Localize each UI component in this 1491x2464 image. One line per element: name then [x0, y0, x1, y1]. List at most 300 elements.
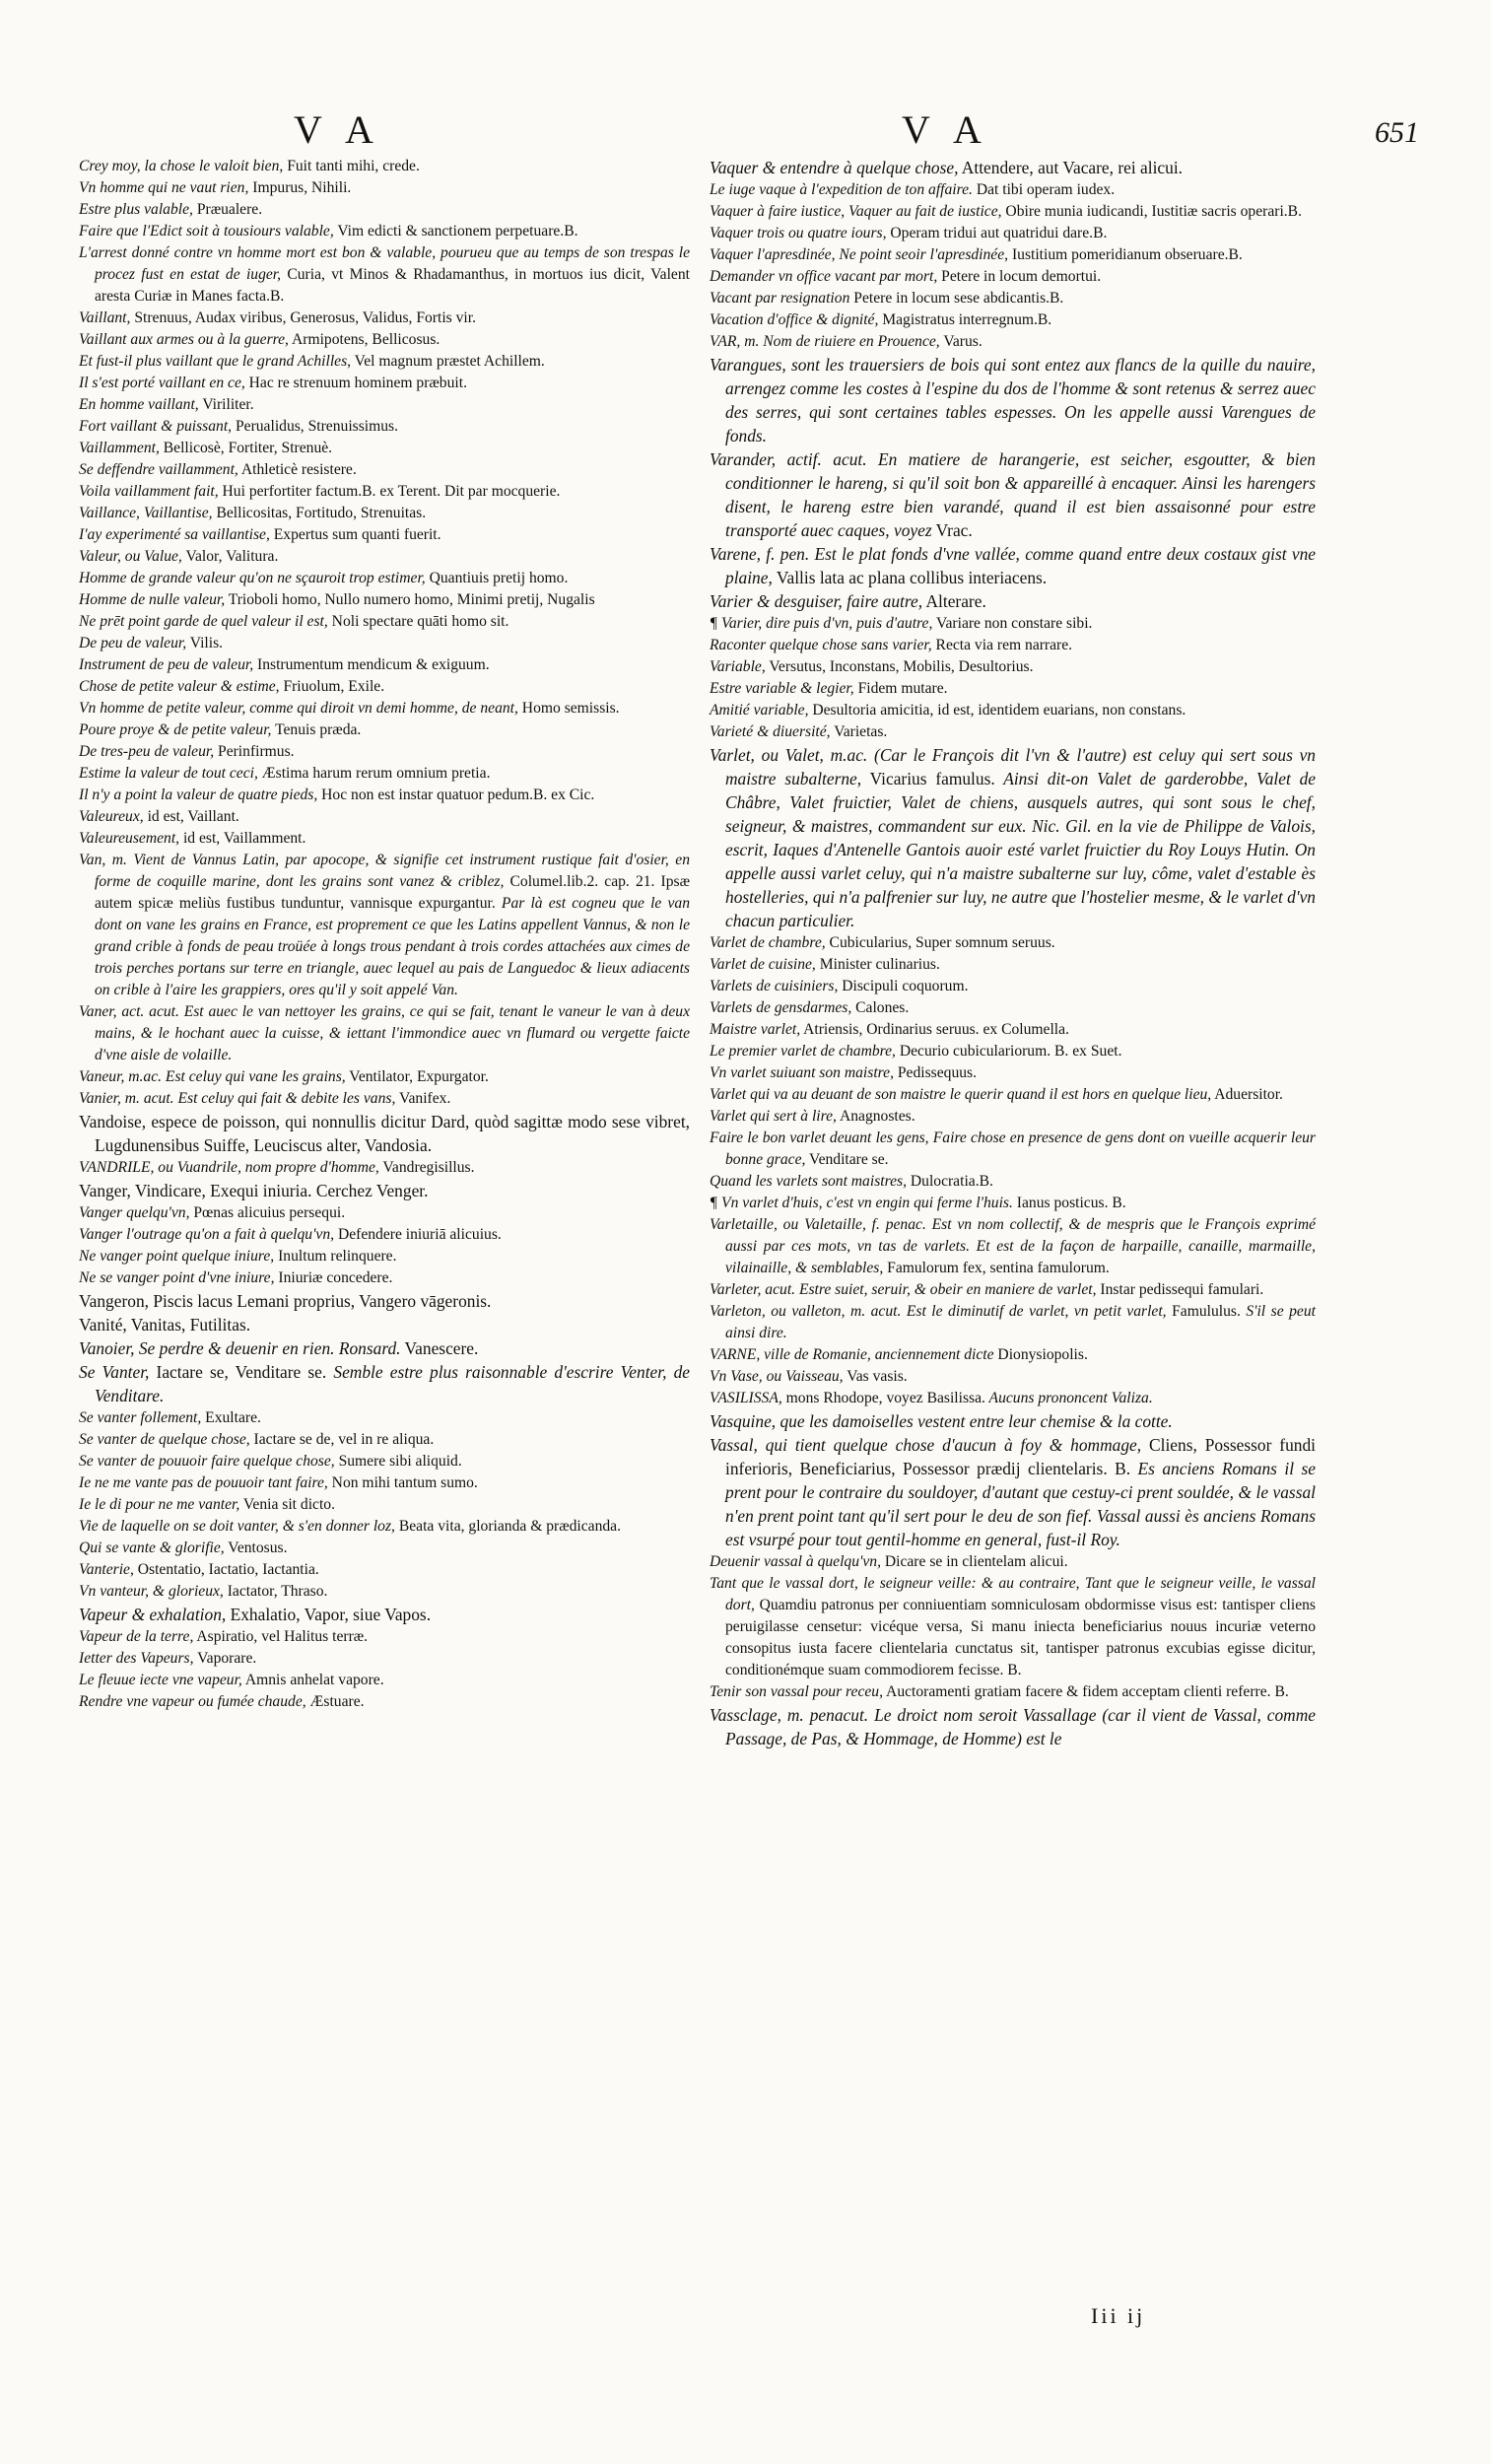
entry-french: Vaneur, m.ac. Est celuy qui vane les grains, [79, 1068, 346, 1085]
entry-latin: Hui perfortiter factum.B. ex Terent. Dit par mocquerie. [218, 483, 561, 500]
entry-latin: Famululus. [1166, 1303, 1241, 1320]
dictionary-entry [710, 1681, 1316, 1703]
dictionary-entry [79, 741, 690, 763]
entry-french: VARNE, ville de Romanie, anciennement dicte [710, 1346, 994, 1363]
dictionary-entry [79, 1516, 690, 1538]
entry-french: Deuenir vassal à quelqu'vn, [710, 1553, 881, 1570]
dictionary-entry [710, 331, 1316, 353]
entry-latin: Æstima harum rerum omnium pretia. [257, 765, 491, 782]
entry-latin: Valor, Valitura. [181, 548, 279, 565]
entry-french: Varleton, ou valleton, m. acut. Est le diminutif de varlet, vn petit varlet, [710, 1303, 1167, 1320]
dictionary-entry [79, 459, 690, 481]
entry-latin: Amnis anhelat vapore. [241, 1672, 384, 1688]
dictionary-entry [710, 223, 1316, 244]
entry-french: Qui se vante & glorifie, [79, 1540, 225, 1556]
entry-french: Vaillamment, [79, 440, 160, 456]
entry-french: Tenir son vassal pour receu, [710, 1683, 884, 1700]
entry-latin: Hac re strenuum hominem præbuit. [244, 375, 467, 391]
dictionary-entry [79, 1110, 690, 1157]
entry-french: Valeur, ou Value, [79, 548, 182, 565]
entry-latin: Vas vasis. [843, 1368, 908, 1385]
entry-french: ¶ Varier, dire puis d'vn, puis d'autre, [710, 615, 933, 632]
entry-latin: Vandoise, espece de poisson, qui nonnullis dicitur Dard, quòd sagittæ modo sese vibret, Lugdunensibus Suiffe, Leuciscus alter, Vandosia. [79, 1112, 690, 1155]
dictionary-entry [79, 1289, 690, 1313]
entry-french: Se vanter follement, [79, 1409, 202, 1426]
entry-french: Estre plus valable, [79, 201, 193, 218]
entry-french: Varene, f. pen. Est le plat fonds d'vne vallée, comme quand entre deux costaux gist vne plaine, [710, 544, 1316, 587]
entry-french: Et fust-il plus vaillant que le grand Achilles, [79, 353, 352, 370]
entry-french: Faire le bon varlet deuant les gens, Faire chose en presence de gens dont on vueille acquerir leur bonne grace, [710, 1129, 1316, 1168]
dictionary-entry [710, 976, 1316, 997]
left-column [79, 156, 690, 1713]
dictionary-entry [710, 700, 1316, 721]
dictionary-entry [79, 1066, 690, 1088]
dictionary-entry [710, 201, 1316, 223]
entry-latin: Quamdiu patronus per conniuentiam somniculosam obdormisse visus est: tantisper cliens peruigilasse censetur: vicéque versa, Si manu iniecta beneficiarius nouus incuriæ veterno consopitus iusta facere clientelaria cunctatus sit, tantisper patronus excubias egisse dicitur, conditionémque suam commodiorem fecisse. B. [725, 1597, 1316, 1678]
dictionary-entry [710, 542, 1316, 589]
dictionary-entry [79, 438, 690, 459]
dictionary-entry [710, 244, 1316, 266]
entry-french: Ietter des Vapeurs, [79, 1650, 194, 1667]
dictionary-entry [710, 1128, 1316, 1171]
dictionary-entry [79, 1559, 690, 1581]
entry-latin: Discipuli coquorum. [838, 978, 969, 994]
dictionary-entry [710, 1171, 1316, 1193]
entry-french: Varlet qui va au deuant de son maistre le querir quand il est hors en quelque lieu, [710, 1086, 1212, 1103]
entry-note: Aucuns prononcent Valiza. [984, 1390, 1153, 1406]
entry-french: Vapeur de la terre, [79, 1628, 194, 1645]
entry-latin: Petere in locum sese abdicantis.B. [849, 290, 1064, 307]
dictionary-entry [79, 1581, 690, 1603]
entry-french: Se vanter de pouuoir faire quelque chose, [79, 1453, 335, 1470]
entry-latin: Vilis. [186, 635, 224, 651]
entry-french: Vn vanteur, & glorieux, [79, 1583, 224, 1600]
entry-latin: Venia sit dicto. [239, 1496, 335, 1513]
dictionary-entry [79, 1179, 690, 1202]
entry-latin: Recta via rem narrare. [931, 637, 1073, 653]
dictionary-entry [79, 546, 690, 568]
entry-french: Vassclage, m. penacut. Le droict nom seroit Vassallage (car il vient de Vassal, comme Passage, de Pas, & Hommage, de Homme) est le [710, 1705, 1316, 1748]
entry-latin: Dicare se in clientelam alicui. [880, 1553, 1068, 1570]
entry-french: Valeureusement, [79, 830, 180, 847]
dictionary-entry [79, 199, 690, 221]
dictionary-entry [79, 589, 690, 611]
dictionary-entry [710, 1041, 1316, 1062]
entry-latin: Bellicosè, Fortiter, Strenuè. [159, 440, 333, 456]
dictionary-entry [79, 1603, 690, 1626]
dictionary-entry [710, 1062, 1316, 1084]
entry-french: Ne se vanger point d'vne iniure, [79, 1269, 275, 1286]
entry-french: Valeureux, [79, 808, 144, 825]
entry-french: Faire que l'Edict soit à tousiours valable, [79, 223, 334, 240]
dictionary-entry [710, 1388, 1316, 1409]
dictionary-entry [79, 763, 690, 785]
entry-latin: Calones. [851, 999, 910, 1016]
entry-french: Vaner, act. acut. Est auec le van nettoyer les grains, ce qui se fait, tenant le vaneur le van à deux mains, & le hochant auec la cuisse, & iettant l'immondice auec vn flumard ou vergette faicte d'vne aisle de volaille. [79, 1003, 690, 1063]
entry-latin: Cliens, Possessor fundi inferioris, Beneficiarius, Possessor prædij clientelaris. B. [725, 1435, 1316, 1478]
entry-latin: Vrac. [931, 520, 973, 540]
dictionary-entry [710, 179, 1316, 201]
dictionary-entry [79, 828, 690, 850]
entry-latin: Pedissequus. [893, 1064, 978, 1081]
entry-latin: Petere in locum demortui. [937, 268, 1102, 285]
entry-french: Vaillant aux armes ou à la guerre, [79, 331, 289, 348]
dictionary-entry [79, 177, 690, 199]
entry-latin: Armipotens, Bellicosus. [288, 331, 441, 348]
dictionary-entry [79, 221, 690, 242]
right-column [710, 156, 1316, 1750]
entry-latin: Columel.lib.2. cap. 21. Ipsæ autem spicæ meliùs fustibus tunduntur, vannisque expurgantur. [95, 873, 691, 912]
entry-french: Estre variable & legier, [710, 680, 854, 697]
dictionary-entry [710, 997, 1316, 1019]
dictionary-entry [710, 1193, 1316, 1214]
entry-french: Varlet qui sert à lire, [710, 1108, 837, 1125]
entry-note: Es anciens Romans il se prent pour le contraire du souldoyer, d'autant que cestuy-ci prent souldée, & le vassal n'en prent point tant qu'il sert pour le deu de son fief. Vassal aussi ès anciens Romans est vsurpé pour tout gentil-homme en general, fust-il Roy. [725, 1459, 1316, 1549]
dictionary-entry [710, 1344, 1316, 1366]
dictionary-entry [79, 351, 690, 373]
dictionary-entry [79, 1157, 690, 1179]
dictionary-entry [79, 1267, 690, 1289]
entry-french: Rendre vne vapeur ou fumée chaude, [79, 1693, 306, 1710]
entry-latin: Venditare se. [805, 1151, 889, 1168]
entry-latin: Varietas. [830, 723, 888, 740]
entry-french: Varander, actif. acut. En matiere de harangerie, est seicher, esgoutter, & bien conditionner le hareng, si qu'il soit bon & appareillé à encaquer. Ainsi les harengers disent, le hareng estre bien varandé, quand il est bien assaisonné pour estre transporté auec caques, voyez [710, 449, 1316, 540]
entry-french: Vie de laquelle on se doit vanter, & s'en donner loz, [79, 1518, 395, 1535]
entry-latin: Vel magnum præstet Achillem. [351, 353, 545, 370]
entry-french: Fort vaillant & puissant, [79, 418, 233, 435]
entry-latin: Trioboli homo, Nullo numero homo, Minimi pretij, Nugalis [225, 591, 595, 608]
entry-latin: Perinfirmus. [214, 743, 295, 760]
entry-latin: Obire munia iudicandi, Iustitiæ sacris operari.B. [1001, 203, 1302, 220]
entry-french: Amitié variable, [710, 702, 809, 719]
dictionary-entry [79, 568, 690, 589]
entry-latin: Vandregisillus. [378, 1159, 475, 1176]
running-head-left: V A [294, 107, 381, 152]
entry-latin: Aduersitor. [1211, 1086, 1283, 1103]
dictionary-entry [79, 850, 690, 1001]
entry-french: Ne prēt point garde de quel valeur il est, [79, 613, 328, 630]
entry-latin: Variare non constare sibi. [932, 615, 1093, 632]
entry-latin: Strenuus, Audax viribus, Generosus, Validus, Fortis vir. [130, 309, 476, 326]
entry-latin: Vanité, Vanitas, Futilitas. [79, 1315, 251, 1335]
entry-latin: Versutus, Inconstans, Mobilis, Desultorius. [765, 658, 1034, 675]
entry-latin: Aspiratio, vel Halitus terræ. [193, 1628, 369, 1645]
entry-french: Vn varlet suiuant son maistre, [710, 1064, 894, 1081]
entry-latin: Atriensis, Ordinarius seruus. ex Columella. [800, 1021, 1069, 1038]
entry-french: Vaquer à faire iustice, Vaquer au fait de iustice, [710, 203, 1002, 220]
entry-latin: Famulorum fex, sentina famulorum. [883, 1260, 1110, 1276]
dictionary-entry [710, 743, 1316, 932]
dictionary-entry [79, 1648, 690, 1670]
dictionary-entry [79, 308, 690, 329]
entry-french: Se vanter de quelque chose, [79, 1431, 250, 1448]
entry-latin: Tenuis præda. [271, 721, 362, 738]
dictionary-entry [710, 156, 1316, 179]
entry-latin: Instar pedissequi famulari. [1096, 1281, 1264, 1298]
entry-french: Homme de grande valeur qu'on ne sçauroit trop estimer, [79, 570, 426, 586]
dictionary-entry [79, 1691, 690, 1713]
entry-french: Le fleuue iecte vne vapeur, [79, 1672, 242, 1688]
entry-french: Se deffendre vaillamment, [79, 461, 238, 478]
entry-latin: Fuit tanti mihi, crede. [283, 158, 420, 174]
dictionary-entry [79, 416, 690, 438]
dictionary-entry [79, 242, 690, 308]
dictionary-entry [79, 1336, 690, 1360]
entry-french: Vaquer & entendre à quelque chose, [710, 158, 959, 177]
entry-french: Vn homme qui ne vaut rien, [79, 179, 249, 196]
entry-latin: Ianus posticus. B. [1012, 1195, 1126, 1211]
entry-french: Quand les varlets sont maistres, [710, 1173, 907, 1190]
entry-french: De peu de valeur, [79, 635, 187, 651]
dictionary-entry [710, 678, 1316, 700]
entry-latin: mons Rhodope, voyez Basilissa. [781, 1390, 985, 1406]
entry-french: Variable, [710, 658, 766, 675]
entry-latin: Vaporare. [193, 1650, 257, 1667]
entry-latin: Iustitium pomeridianum obseruare.B. [1008, 246, 1243, 263]
dictionary-entry [79, 611, 690, 633]
dictionary-entry [710, 1019, 1316, 1041]
entry-french: Vaillant, [79, 309, 131, 326]
dictionary-entry [79, 156, 690, 177]
dictionary-entry [710, 635, 1316, 656]
entry-note: Ainsi dit-on Valet de garderobbe, Valet de Châbre, Valet fruictier, Valet de chiens, ausquels autres, qui sont sous le chef, seigneur, & maistres, commandent sur eux. Nic. Gil. en la vie de Philippe de Valois, escrit, Iaques d'Antenelle Gantois auoir esté varlet fruictier du Roy Louys Hutin. On appelle aussi varlet celuy, qui n'a maistre subalterne sur luy, côme, valet d'estable ès hostelleries, qui n'a palfrenier sur luy, ne autre que l'hostelier mesme, & le varlet d'vn chacun particulier. [725, 769, 1317, 930]
dictionary-entry [79, 719, 690, 741]
dictionary-entry [710, 266, 1316, 288]
dictionary-entry [710, 721, 1316, 743]
entry-latin: Vanifex. [395, 1090, 451, 1107]
entry-latin: Athleticè resistere. [237, 461, 357, 478]
dictionary-entry [79, 633, 690, 654]
dictionary-entry [79, 1472, 690, 1494]
entry-latin: Defendere iniuriā alicuius. [334, 1226, 502, 1243]
entry-latin: Exhalatio, Vapor, siue Vapos. [226, 1605, 432, 1624]
entry-latin: Dulocratia.B. [906, 1173, 993, 1190]
dictionary-entry [79, 1626, 690, 1648]
entry-latin: Alterare. [922, 591, 986, 611]
dictionary-entry [79, 654, 690, 676]
entry-latin: Viriliter. [198, 396, 254, 413]
dictionary-entry [710, 1301, 1316, 1344]
dictionary-entry [79, 524, 690, 546]
entry-french: Il s'est porté vaillant en ce, [79, 375, 245, 391]
dictionary-entry [710, 353, 1316, 447]
dictionary-entry [79, 698, 690, 719]
entry-latin: Vanescere. [400, 1338, 479, 1358]
dictionary-entry [710, 954, 1316, 976]
dictionary-entry [79, 1494, 690, 1516]
entry-french: Demander vn office vacant par mort, [710, 268, 938, 285]
entry-latin: Ostentatio, Iactatio, Iactantia. [133, 1561, 319, 1578]
entry-latin: Vangeron, Piscis lacus Lemani proprius, Vangero vāgeronis. [79, 1291, 492, 1311]
entry-french: Varier & desguiser, faire autre, [710, 591, 923, 611]
dictionary-entry [710, 1433, 1316, 1551]
entry-latin: Varus. [939, 333, 983, 350]
entry-french: I'ay experimenté sa vaillantise, [79, 526, 270, 543]
dictionary-entry [79, 503, 690, 524]
entry-french: Se Vanter, [79, 1362, 150, 1382]
entry-latin: Cubicularius, Super somnum seruus. [825, 934, 1055, 951]
entry-french: Van, m. Vient de Vannus Latin, par apocope, & signifie cet instrument rustique fait d'osier, en forme de coquille marine, dont les grains sont vanez & criblez, [79, 852, 690, 890]
dictionary-entry [710, 1084, 1316, 1106]
entry-french: Voila vaillamment fait, [79, 483, 219, 500]
entry-latin: Præualere. [192, 201, 263, 218]
entry-french: Vassal, qui tient quelque chose d'aucun à foy & hommage, [710, 1435, 1142, 1455]
entry-latin: Magistratus interregnum.B. [878, 311, 1052, 328]
dictionary-entry [710, 613, 1316, 635]
dictionary-entry [710, 1106, 1316, 1128]
entry-french: Vanger l'outrage qu'on a fait à quelqu'vn, [79, 1226, 335, 1243]
entry-latin: Anagnostes. [836, 1108, 915, 1125]
entry-latin: Hoc non est instar quatuor pedum.B. ex Cic. [317, 787, 595, 803]
dictionary-entry [79, 1670, 690, 1691]
dictionary-entry [710, 309, 1316, 331]
dictionary-entry [79, 1224, 690, 1246]
entry-french: Vanger quelqu'vn, [79, 1204, 190, 1221]
dictionary-entry [710, 447, 1316, 542]
entry-latin: Inultum relinquere. [274, 1248, 397, 1265]
entry-latin: id est, Vaillant. [143, 808, 239, 825]
entry-latin: Decurio cubiculariorum. B. ex Suet. [895, 1043, 1122, 1060]
entry-french: Varlet de chambre, [710, 934, 826, 951]
dictionary-entry [710, 1573, 1316, 1681]
entry-french: ¶ Vn varlet d'huis, c'est vn engin qui ferme l'huis. [710, 1195, 1013, 1211]
entry-note: Semble estre plus raisonnable d'escrire Venter, de Venditare. [95, 1362, 690, 1405]
dictionary-entry [710, 1551, 1316, 1573]
dictionary-entry [79, 1407, 690, 1429]
dictionary-entry [710, 656, 1316, 678]
entry-latin: Instrumentum mendicum & exiguum. [253, 656, 490, 673]
entry-latin: Desultoria amicitia, id est, identidem euarians, non constans. [808, 702, 1186, 719]
dictionary-entry [79, 1538, 690, 1559]
dictionary-entry [79, 1360, 690, 1407]
dictionary-entry [79, 676, 690, 698]
dictionary-entry [79, 329, 690, 351]
entry-french: L'arrest donné contre vn homme mort est bon & valable, pourueu que au temps de son trespas le procez fust en estat de iuger, [79, 244, 690, 283]
dictionary-entry [710, 589, 1316, 613]
entry-latin: Exultare. [201, 1409, 261, 1426]
entry-latin: Iactator, Thraso. [223, 1583, 328, 1600]
entry-latin: Sumere sibi aliquid. [334, 1453, 462, 1470]
dictionary-entry [710, 1409, 1316, 1433]
entry-french: Le iuge vaque à l'expedition de ton affaire. [710, 181, 973, 198]
entry-latin: Quantiuis pretij homo. [425, 570, 569, 586]
dictionary-entry [79, 1451, 690, 1472]
entry-note: S'il se peut ainsi dire. [725, 1303, 1316, 1341]
dictionary-entry [79, 1246, 690, 1267]
dictionary-entry [79, 1429, 690, 1451]
entry-latin: Vanger, Vindicare, Exequi iniuria. Cerchez Venger. [79, 1181, 429, 1200]
dictionary-entry [710, 1279, 1316, 1301]
dictionary-entry [79, 785, 690, 806]
entry-french: Le premier varlet de chambre, [710, 1043, 896, 1060]
entry-latin: Iactare se de, vel in re aliqua. [249, 1431, 435, 1448]
entry-latin: Attendere, aut Vacare, rei alicui. [958, 158, 1184, 177]
entry-french: Vacant par resignation [710, 290, 850, 307]
entry-french: Raconter quelque chose sans varier, [710, 637, 932, 653]
entry-french: Varleter, acut. Estre suiet, seruir, & obeir en maniere de varlet, [710, 1281, 1097, 1298]
entry-french: De tres-peu de valeur, [79, 743, 215, 760]
entry-latin: Iniuriæ concedere. [274, 1269, 393, 1286]
entry-latin: Noli spectare quāti homo sit. [327, 613, 509, 630]
dictionary-entry [79, 1088, 690, 1110]
entry-latin: Operam tridui aut quatridui dare.B. [886, 225, 1108, 241]
entry-latin: Iactare se, Venditare se. [149, 1362, 327, 1382]
dictionary-entry [79, 481, 690, 503]
entry-latin: Ventilator, Expurgator. [345, 1068, 489, 1085]
entry-latin: Vicarius famulus. [861, 769, 995, 788]
entry-latin: Friuolum, Exile. [279, 678, 385, 695]
entry-french: Varieté & diuersité, [710, 723, 831, 740]
entry-french: Crey moy, la chose le valoit bien, [79, 158, 284, 174]
entry-french: Varlet de cuisine, [710, 956, 816, 973]
entry-latin: Fidem mutare. [853, 680, 948, 697]
entry-latin: Homo semissis. [517, 700, 620, 717]
entry-latin: Pœnas alicuius persequi. [189, 1204, 346, 1221]
entry-french: Vaillance, Vaillantise, [79, 505, 213, 521]
entry-french: Instrument de peu de valeur, [79, 656, 254, 673]
entry-french: Homme de nulle valeur, [79, 591, 226, 608]
entry-note: Par là est cogneu que le van dont on vane les grains en France, est proprement ce que les Latins appellent Vannus, & non le grand crible à fonds de peau troüée à longs trous pendant à trois cordes attachées aux cimes de trois perches portans sur terre en triangle, auec lequel au pais de Languedoc & lieux adiacents on crible à l'aire les grappiers, ores qu'il y soit appelé Van. [95, 895, 691, 998]
signature-mark: Iii ij [1091, 2303, 1146, 2328]
entry-french: VAR, m. Nom de riuiere en Prouence, [710, 333, 940, 350]
dictionary-entry [710, 1214, 1316, 1279]
entry-latin: Bellicositas, Fortitudo, Strenuitas. [212, 505, 427, 521]
entry-french: Tant que le vassal dort, le seigneur veille: & au contraire, Tant que le seigneur veille, le vassal dort, [710, 1575, 1316, 1613]
dictionary-entry [710, 288, 1316, 309]
entry-french: Vanoier, Se perdre & deuenir en rien. Ronsard. [79, 1338, 401, 1358]
entry-french: Varlets de gensdarmes, [710, 999, 852, 1016]
entry-french: Il n'y a point la valeur de quatre pieds, [79, 787, 318, 803]
dictionary-entry [79, 1001, 690, 1066]
entry-french: VANDRILE, ou Vuandrile, nom propre d'homme, [79, 1159, 379, 1176]
entry-latin: Vallis lata ac plana collibus interiacens. [772, 568, 1048, 587]
entry-french: Vacation d'office & dignité, [710, 311, 879, 328]
entry-latin: id est, Vaillamment. [179, 830, 306, 847]
entry-french: Varlet, ou Valet, m.ac. (Car le François dit l'vn & l'autre) est celuy qui sert sous vn maistre subalterne, [710, 745, 1316, 788]
entry-latin: Non mihi tantum sumo. [327, 1474, 478, 1491]
entry-french: Maistre varlet, [710, 1021, 801, 1038]
entry-french: Vasquine, que les damoiselles vestent entre leur chemise & la cotte. [710, 1411, 1173, 1431]
entry-latin: Perualidus, Strenuissimus. [232, 418, 399, 435]
entry-latin: Ventosus. [224, 1540, 288, 1556]
dictionary-entry [710, 1366, 1316, 1388]
entry-latin: Minister culinarius. [815, 956, 940, 973]
entry-latin: Beata vita, glorianda & prædicanda. [394, 1518, 622, 1535]
entry-french: Ie ne me vante pas de pouuoir tant faire, [79, 1474, 328, 1491]
page-number: 651 [1375, 116, 1419, 149]
dictionary-entry [79, 1313, 690, 1336]
entry-french: Vanier, m. acut. Est celuy qui fait & debite les vans, [79, 1090, 396, 1107]
dictionary-entry [79, 394, 690, 416]
dictionary-entry [79, 373, 690, 394]
entry-french: Vanterie, [79, 1561, 134, 1578]
entry-latin: Dat tibi operam iudex. [972, 181, 1116, 198]
running-head-right: V A [902, 107, 989, 152]
entry-french: Varlets de cuisiniers, [710, 978, 839, 994]
entry-french: Ne vanger point quelque iniure, [79, 1248, 275, 1265]
entry-french: VASILISSA, [710, 1390, 782, 1406]
entry-french: Vn Vase, ou Vaisseau, [710, 1368, 844, 1385]
dictionary-entry [79, 1202, 690, 1224]
entry-french: Vaquer l'apresdinée, Ne point seoir l'apresdinée, [710, 246, 1009, 263]
entry-latin: Impurus, Nihili. [248, 179, 352, 196]
entry-french: Estime la valeur de tout ceci, [79, 765, 258, 782]
entry-french: En homme vaillant, [79, 396, 199, 413]
entry-french: Varletaille, ou Valetaille, f. penac. Est vn nom collectif, & de mespris que le François exprimé aussi par ces mots, vn tas de varlets. Et est de la façon de harpaille, canaille, marmaille, vilainaille, & semblables, [710, 1216, 1316, 1276]
entry-french: Chose de petite valeur & estime, [79, 678, 280, 695]
entry-latin: Æstuare. [305, 1693, 365, 1710]
entry-french: Vn homme de petite valeur, comme qui diroit vn demi homme, de neant, [79, 700, 518, 717]
